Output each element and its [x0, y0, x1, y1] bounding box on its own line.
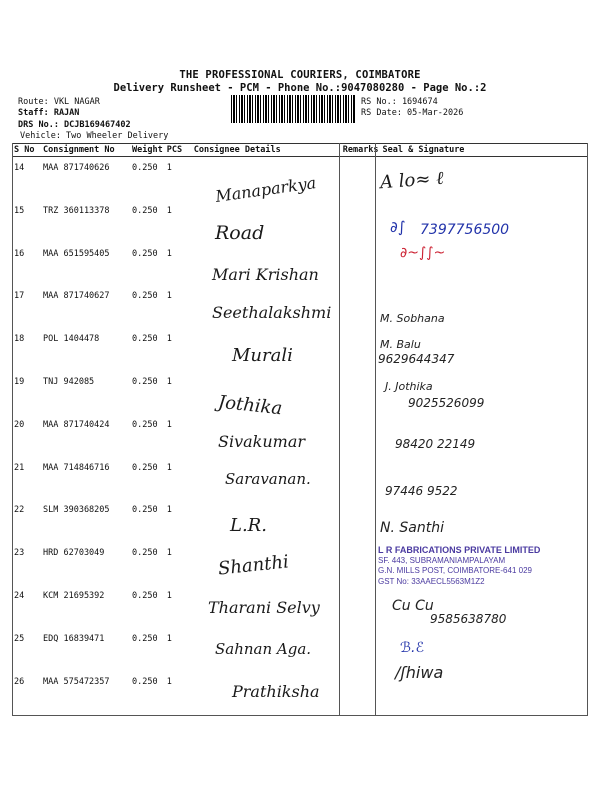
row-sno: 15	[14, 205, 25, 216]
row-sno: 26	[14, 676, 25, 687]
row-consignment: TRZ 360113378	[43, 205, 110, 216]
col-pcs: PCS	[165, 144, 192, 157]
row-pcs: 1	[166, 205, 172, 216]
barcode	[231, 95, 356, 123]
row-consignment: TNJ 942085	[43, 376, 95, 387]
row-consignment: EDQ 16839471	[43, 633, 105, 644]
row-sno: 16	[14, 248, 25, 259]
page-title: THE PROFESSIONAL COURIERS, COIMBATORE	[179, 69, 421, 81]
row-weight: 0.250	[132, 205, 158, 216]
row-weight: 0.250	[132, 334, 158, 345]
row-pcs: 1	[166, 163, 172, 173]
row-consignment: SLM 390368205	[43, 505, 110, 516]
row-pcs: 1	[166, 248, 172, 259]
stamp-address-line: SF. 443, SUBRAMANIAMPALAYAM	[378, 555, 506, 565]
table-row	[12, 328, 588, 371]
row-consignment: KCM 21695392	[43, 590, 105, 601]
row-weight: 0.250	[132, 419, 158, 430]
rs-number: RS No.: 1694674	[361, 97, 438, 107]
col-remarks: Remarks	[342, 145, 379, 155]
stamp-address-line: G.N. MILLS POST, COIMBATORE-641 029	[378, 566, 532, 575]
row-weight: 0.250	[132, 676, 158, 687]
col-weight: Weight	[132, 145, 163, 155]
handwritten-signature: Sahnan Aga.	[215, 640, 312, 658]
row-pcs: 1	[166, 419, 172, 430]
row-weight: 0.250	[132, 163, 158, 173]
row-sno: 14	[14, 163, 25, 173]
row-sno: 23	[14, 548, 25, 559]
handwritten-signature: Jothika	[217, 391, 284, 420]
handwritten-signature: Seethalakshmi	[212, 303, 332, 322]
seal-phone: 98420 22149	[395, 437, 476, 451]
row-consignment: HRD 62703049	[43, 548, 105, 559]
handwritten-signature: Murali	[232, 345, 293, 366]
table-row	[12, 499, 588, 542]
row-pcs: 1	[166, 291, 172, 302]
row-pcs: 1	[166, 334, 172, 345]
row-consignment: MAA 871740424	[43, 419, 110, 430]
row-sno: 18	[14, 334, 25, 345]
handwritten-signature: Prathiksha	[232, 682, 320, 701]
row-weight: 0.250	[132, 633, 158, 644]
handwritten-signature: Sivakumar	[218, 432, 306, 451]
row-sno: 20	[14, 419, 25, 430]
route-label: Route: VKL NAGAR	[18, 97, 100, 107]
handwritten-signature: Shanthi	[217, 551, 290, 580]
row-weight: 0.250	[132, 548, 158, 559]
row-consignment: MAA 651595405	[43, 248, 110, 259]
seal-name: N. Santhi	[380, 520, 444, 536]
page-subtitle: Delivery Runsheet - PCM - Phone No.:9047080280 - Page No.:2	[113, 82, 487, 94]
seal-signature-mark: Cu Cu	[392, 598, 434, 614]
table-header-row	[12, 144, 588, 157]
col-seal: Seal & Signature	[381, 144, 588, 157]
vehicle-label: Vehicle: Two Wheeler Delivery	[20, 131, 169, 141]
row-weight: 0.250	[132, 248, 158, 259]
row-pcs: 1	[166, 633, 172, 644]
stamp-gst: GST No: 33AAECL5563M1Z2	[378, 576, 485, 586]
stamp-company-name: L R FABRICATIONS PRIVATE LIMITED	[378, 545, 541, 555]
company-stamp	[378, 545, 558, 587]
row-weight: 0.250	[132, 462, 158, 473]
handwritten-signature: Manaparkya	[214, 173, 318, 206]
seal-phone: 9025526099	[408, 396, 485, 410]
row-weight: 0.250	[132, 376, 158, 387]
row-consignment: POL 1404478	[43, 334, 100, 345]
seal-signature-mark: ℬ.ℰ	[400, 640, 424, 656]
row-pcs: 1	[166, 376, 172, 387]
row-sno: 17	[14, 291, 25, 302]
col-sno: S No	[12, 144, 41, 157]
col-consignee: Consignee Details	[192, 144, 341, 157]
handwritten-signature: Tharani Selvy	[208, 598, 320, 617]
row-sno: 19	[14, 376, 25, 387]
row-consignment: MAA 871740627	[43, 291, 110, 302]
seal-phone: 7397756500	[420, 222, 510, 238]
seal-name: M. Balu	[380, 338, 421, 351]
row-pcs: 1	[166, 590, 172, 601]
col-consignment: Consignment No	[41, 144, 130, 157]
row-sno: 22	[14, 505, 25, 516]
seal-phone: 97446 9522	[385, 484, 458, 498]
table-divider-seal	[375, 143, 376, 715]
row-pcs: 1	[166, 548, 172, 559]
drs-number: DRS No.: DCJB169467402	[18, 120, 131, 130]
seal-signature-mark: ∂~∫∫~	[400, 245, 446, 261]
handwritten-signature: Mari Krishan	[212, 265, 319, 284]
row-pcs: 1	[166, 462, 172, 473]
seal-name: M. Sobhana	[380, 312, 445, 325]
row-consignment: MAA 575472357	[43, 676, 110, 687]
row-pcs: 1	[166, 676, 172, 687]
seal-phone: 9629644347	[378, 352, 455, 366]
row-pcs: 1	[166, 505, 172, 516]
handwritten-signature: L.R.	[230, 515, 267, 536]
row-sno: 24	[14, 590, 25, 601]
handwritten-signature: Saravanan.	[225, 470, 311, 488]
handwritten-signature: Road	[215, 222, 265, 244]
table-border-left	[12, 143, 13, 715]
table-divider-remarks	[339, 143, 340, 715]
row-weight: 0.250	[132, 590, 158, 601]
row-consignment: MAA 714846716	[43, 462, 110, 473]
seal-signature-mark: A lo≈ ℓ	[379, 167, 445, 194]
rs-date: RS Date: 05-Mar-2026	[361, 108, 464, 118]
seal-signature-mark: ∕ʃhiwa	[395, 663, 444, 682]
seal-phone: 9585638780	[430, 612, 507, 626]
row-sno: 25	[14, 633, 25, 644]
table-row	[12, 371, 588, 414]
staff-label: Staff: RAJAN	[18, 108, 80, 118]
row-sno: 21	[14, 462, 25, 473]
seal-signature-mark: ∂∫	[390, 218, 406, 236]
table-border-right	[587, 143, 588, 715]
row-consignment: MAA 871740626	[43, 163, 110, 173]
table-border-bottom	[12, 715, 588, 716]
row-weight: 0.250	[132, 505, 158, 516]
seal-name: J. Jothika	[385, 380, 433, 393]
row-weight: 0.250	[132, 291, 158, 302]
